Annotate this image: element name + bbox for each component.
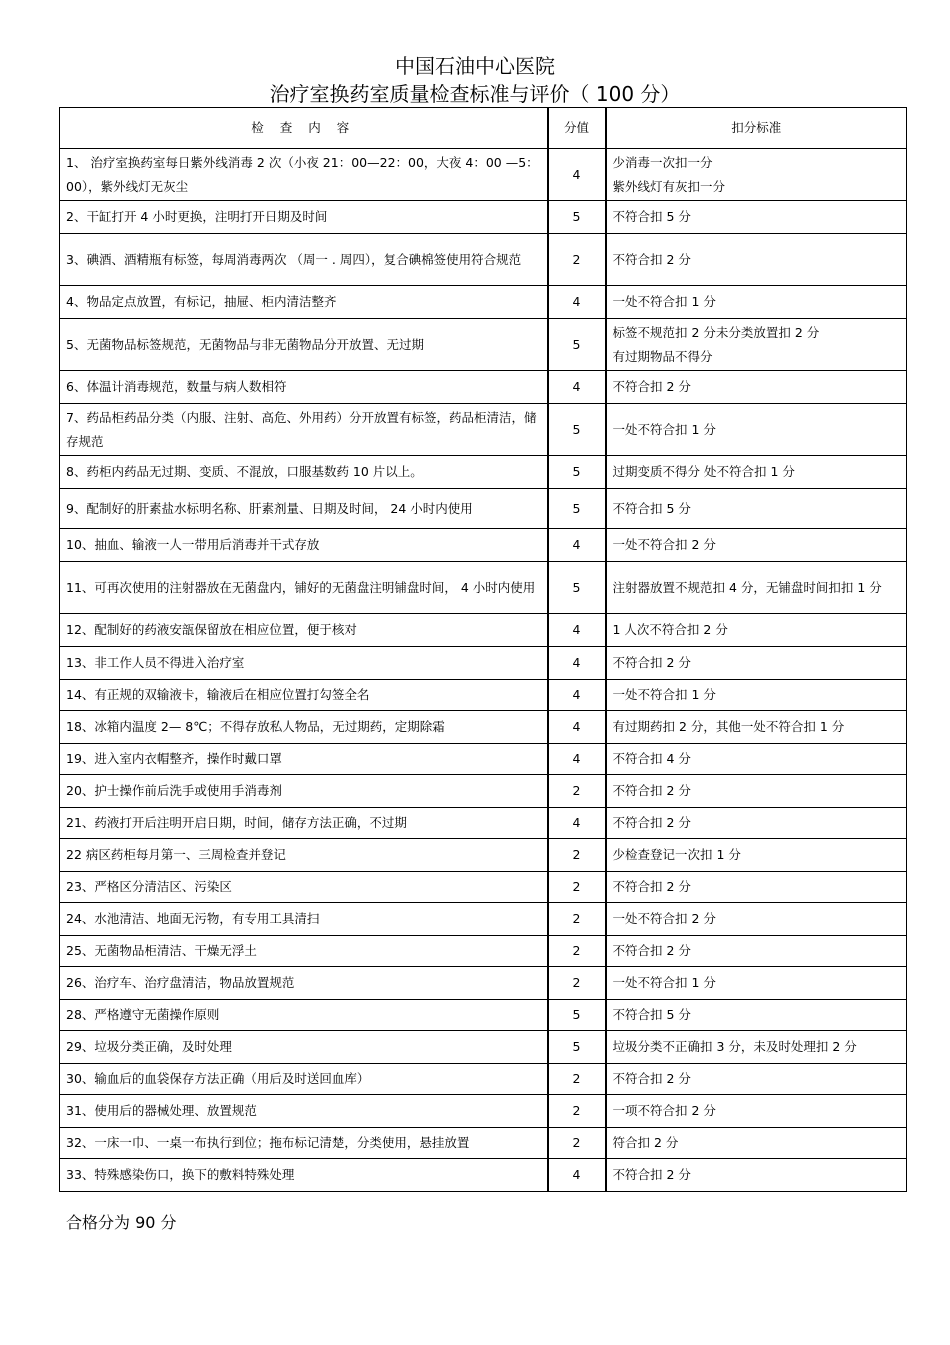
- row-content: 18、冰箱内温度 2— 8℃；不得存放私人物品，无过期药，定期除霜: [60, 711, 548, 744]
- row-standard: 不符合扣 2 分: [606, 1064, 907, 1095]
- table-row: [60, 489, 907, 529]
- row-content: 11、可再次使用的注射器放在无菌盘内，铺好的无菌盘注明铺盘时间， 4 小时内使用: [60, 562, 548, 614]
- row-standard: 不符合扣 4 分: [606, 744, 907, 775]
- column-header-standard: 扣分标准: [606, 108, 907, 149]
- table-row: [60, 1095, 907, 1128]
- row-standard: 一处不符合扣 1 分: [606, 286, 907, 319]
- row-score: 5: [548, 1031, 606, 1064]
- row-score: 5: [548, 201, 606, 234]
- row-content: 32、一床一巾、一桌一布执行到位；拖布标记清楚，分类使用，悬挂放置: [60, 1128, 548, 1159]
- row-standard: 不符合扣 2 分: [606, 1159, 907, 1192]
- row-score: 5: [548, 489, 606, 529]
- row-score: 2: [548, 234, 606, 286]
- row-content: 19、进入室内衣帽整齐，操作时戴口罩: [60, 744, 548, 775]
- table-row: [60, 872, 907, 903]
- row-standard: 不符合扣 2 分: [606, 872, 907, 903]
- row-score: 4: [548, 371, 606, 404]
- table-row: [60, 529, 907, 562]
- table-row: [60, 967, 907, 1000]
- row-standard: 1 人次不符合扣 2 分: [606, 614, 907, 647]
- table-row: [60, 1128, 907, 1159]
- table-row: [60, 808, 907, 839]
- row-score: 4: [548, 614, 606, 647]
- row-content: 13、非工作人员不得进入治疗室: [60, 647, 548, 680]
- row-standard: 一处不符合扣 2 分: [606, 903, 907, 936]
- row-standard: 不符合扣 2 分: [606, 647, 907, 680]
- table-row: [60, 647, 907, 680]
- row-standard: 一项不符合扣 2 分: [606, 1095, 907, 1128]
- row-standard: 不符合扣 2 分: [606, 775, 907, 808]
- row-score: 2: [548, 1095, 606, 1128]
- row-content: 22 病区药柜每月第一、三周检查并登记: [60, 839, 548, 872]
- table-row: [60, 1064, 907, 1095]
- row-content: 25、无菌物品柜清洁、干燥无浮土: [60, 936, 548, 967]
- row-score: 5: [548, 562, 606, 614]
- row-score: 4: [548, 647, 606, 680]
- row-score: 4: [548, 744, 606, 775]
- row-standard: 垃圾分类不正确扣 3 分，未及时处理扣 2 分: [606, 1031, 907, 1064]
- row-content: 8、药柜内药品无过期、变质、不混放，口服基数药 10 片以上。: [60, 456, 548, 489]
- row-content: 21、药液打开后注明开启日期，时间，储存方法正确，不过期: [60, 808, 548, 839]
- pass-score-note: 合格分为 90 分: [66, 1213, 177, 1232]
- row-standard: 不符合扣 5 分: [606, 489, 907, 529]
- row-score: 4: [548, 711, 606, 744]
- row-content: 28、严格遵守无菌操作原则: [60, 1000, 548, 1031]
- row-score: 2: [548, 936, 606, 967]
- table-row: [60, 234, 907, 286]
- table-row: [60, 680, 907, 711]
- table-row: [60, 149, 907, 201]
- table-row: [60, 456, 907, 489]
- row-score: 5: [548, 456, 606, 489]
- table-row: [60, 775, 907, 808]
- column-header-content: 检 查 内 容: [60, 108, 548, 149]
- row-content: 1、 治疗室换药室每日紫外线消毒 2 次（小夜 21：00—22：00，大夜 4：00 —5：00），紫外线灯无灰尘: [60, 149, 548, 201]
- row-score: 2: [548, 967, 606, 1000]
- row-score: 2: [548, 839, 606, 872]
- table-body: [60, 149, 907, 1192]
- row-standard: 不符合扣 5 分: [606, 201, 907, 234]
- row-content: 12、配制好的药液安瓿保留放在相应位置，便于核对: [60, 614, 548, 647]
- row-content: 33、特殊感染伤口，换下的敷料特殊处理: [60, 1159, 548, 1192]
- row-standard: 一处不符合扣 2 分: [606, 529, 907, 562]
- row-content: 29、垃圾分类正确，及时处理: [60, 1031, 548, 1064]
- row-standard: 少消毒一次扣一分 紫外线灯有灰扣一分: [606, 149, 907, 201]
- row-score: 2: [548, 872, 606, 903]
- table-row: [60, 614, 907, 647]
- row-standard: 不符合扣 2 分: [606, 371, 907, 404]
- row-content: 3、碘酒、酒精瓶有标签，每周消毒两次 （周一 . 周四），复合碘棉签使用符合规范: [60, 234, 548, 286]
- row-score: 2: [548, 1064, 606, 1095]
- row-score: 4: [548, 149, 606, 201]
- table-row: [60, 839, 907, 872]
- row-standard: 注射器放置不规范扣 4 分，无铺盘时间扣扣 1 分: [606, 562, 907, 614]
- row-content: 23、严格区分清洁区、污染区: [60, 872, 548, 903]
- row-standard: 一处不符合扣 1 分: [606, 967, 907, 1000]
- table-row: [60, 711, 907, 744]
- page-title: 治疗室换药室质量检查标准与评价（ 100 分）: [269, 82, 681, 106]
- row-score: 5: [548, 1000, 606, 1031]
- row-standard: 有过期药扣 2 分，其他一处不符合扣 1 分: [606, 711, 907, 744]
- row-content: 26、治疗车、治疗盘清洁，物品放置规范: [60, 967, 548, 1000]
- row-score: 2: [548, 775, 606, 808]
- table-row: [60, 936, 907, 967]
- inspection-table: [59, 107, 907, 1192]
- table-row: [60, 903, 907, 936]
- row-content: 20、护士操作前后洗手或使用手消毒剂: [60, 775, 548, 808]
- row-score: 5: [548, 319, 606, 371]
- table-row: [60, 1000, 907, 1031]
- row-score: 4: [548, 808, 606, 839]
- row-score: 2: [548, 1128, 606, 1159]
- hospital-name: 中国石油中心医院: [395, 54, 555, 78]
- row-score: 4: [548, 529, 606, 562]
- table-header-row: [60, 108, 907, 149]
- row-score: 4: [548, 680, 606, 711]
- table-row: [60, 1159, 907, 1192]
- row-content: 4、物品定点放置，有标记，抽屉、柜内清洁整齐: [60, 286, 548, 319]
- table-row: [60, 371, 907, 404]
- row-standard: 一处不符合扣 1 分: [606, 680, 907, 711]
- row-content: 7、药品柜药品分类（内服、注射、高危、外用药）分开放置有标签，药品柜清洁，储存规范: [60, 404, 548, 456]
- table-row: [60, 286, 907, 319]
- row-standard: 不符合扣 2 分: [606, 936, 907, 967]
- row-score: 4: [548, 1159, 606, 1192]
- row-content: 14、有正规的双输液卡，输液后在相应位置打勾签全名: [60, 680, 548, 711]
- row-content: 5、无菌物品标签规范，无菌物品与非无菌物品分开放置、无过期: [60, 319, 548, 371]
- row-standard: 标签不规范扣 2 分未分类放置扣 2 分 有过期物品不得分: [606, 319, 907, 371]
- row-score: 4: [548, 286, 606, 319]
- table-row: [60, 319, 907, 371]
- row-standard: 不符合扣 2 分: [606, 808, 907, 839]
- row-standard: 过期变质不得分 处不符合扣 1 分: [606, 456, 907, 489]
- row-score: 2: [548, 903, 606, 936]
- row-content: 31、使用后的器械处理、放置规范: [60, 1095, 548, 1128]
- row-standard: 一处不符合扣 1 分: [606, 404, 907, 456]
- column-header-score: 分值: [548, 108, 606, 149]
- row-content: 2、干缸打开 4 小时更换，注明打开日期及时间: [60, 201, 548, 234]
- table-row: [60, 201, 907, 234]
- row-content: 30、输血后的血袋保存方法正确（用后及时送回血库）: [60, 1064, 548, 1095]
- row-standard: 少检查登记一次扣 1 分: [606, 839, 907, 872]
- row-content: 9、配制好的肝素盐水标明名称、肝素剂量、日期及时间， 24 小时内使用: [60, 489, 548, 529]
- row-content: 6、体温计消毒规范，数量与病人数相符: [60, 371, 548, 404]
- table-row: [60, 404, 907, 456]
- table-row: [60, 744, 907, 775]
- row-standard: 符合扣 2 分: [606, 1128, 907, 1159]
- row-content: 10、抽血、输液一人一带用后消毒并干式存放: [60, 529, 548, 562]
- row-standard: 不符合扣 2 分: [606, 234, 907, 286]
- row-content: 24、水池清洁、地面无污物，有专用工具清扫: [60, 903, 548, 936]
- table-row: [60, 1031, 907, 1064]
- row-score: 5: [548, 404, 606, 456]
- row-standard: 不符合扣 5 分: [606, 1000, 907, 1031]
- table-row: [60, 562, 907, 614]
